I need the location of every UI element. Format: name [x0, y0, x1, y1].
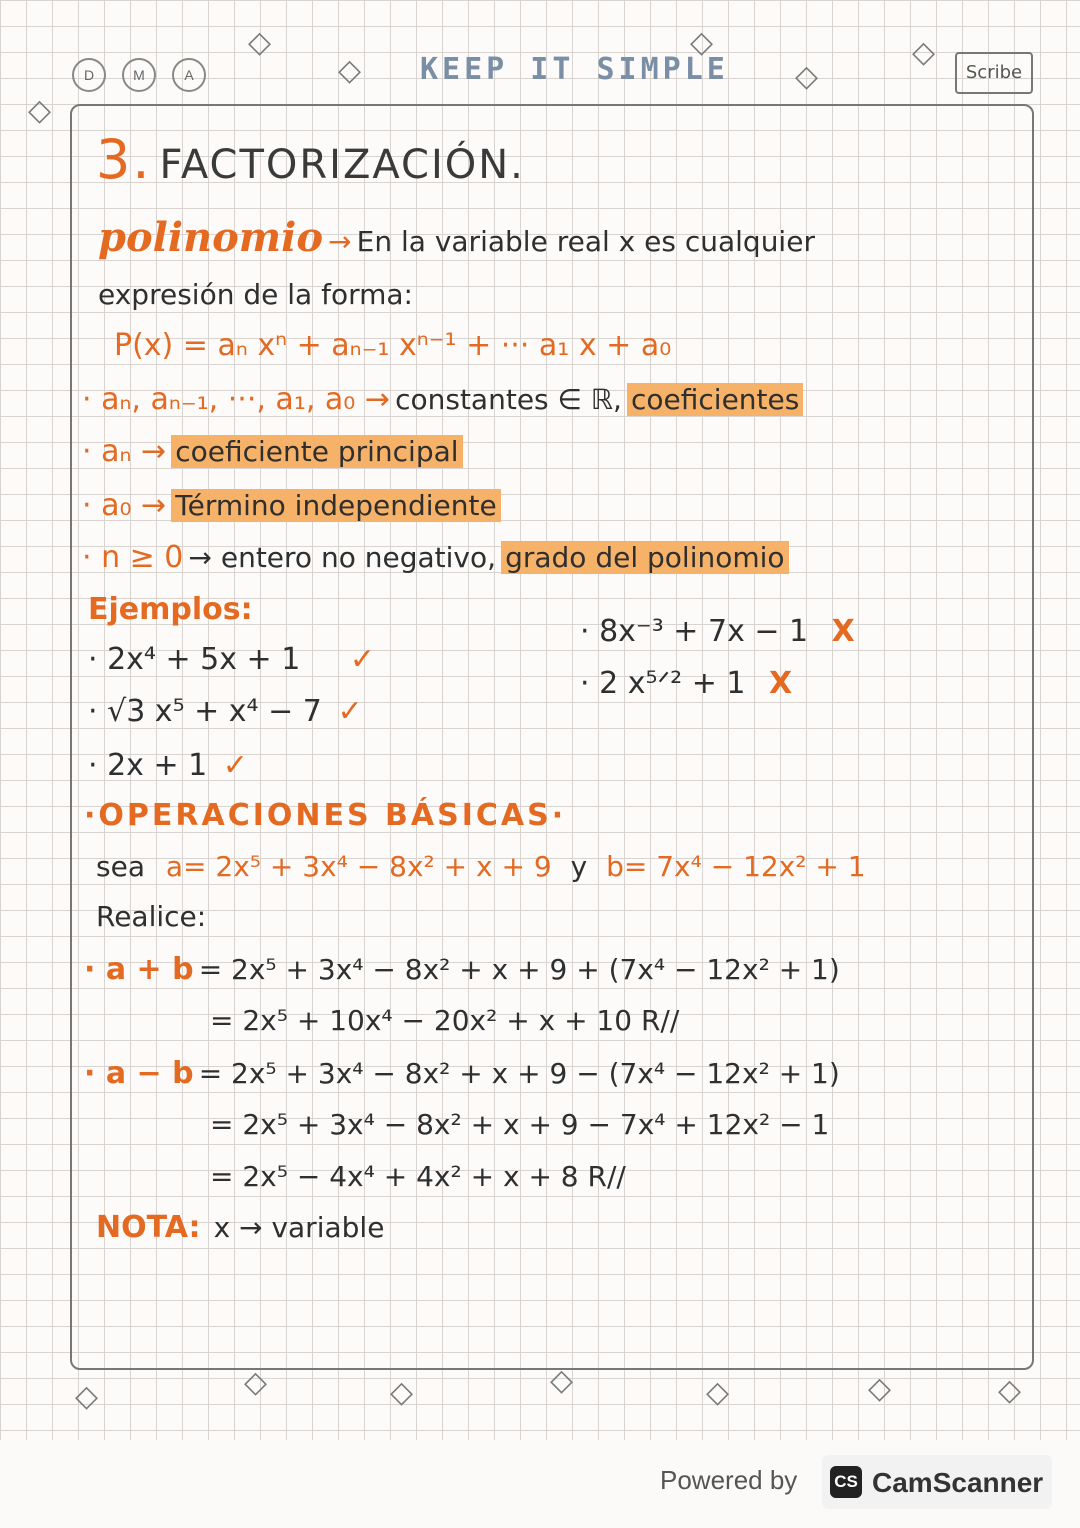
example-valid	[88, 642, 375, 677]
sea-label: sea	[96, 850, 145, 883]
title-text: FACTORIZACIÓN.	[159, 142, 525, 188]
title-number: 3.	[96, 128, 152, 191]
camscanner-logo-icon: CS	[830, 1466, 862, 1498]
diamond-icon: ◇	[998, 1374, 1022, 1407]
diamond-icon: ◇	[390, 1376, 414, 1409]
diamond-icon: ◇	[248, 26, 272, 59]
example-expression: · 2x + 1	[88, 748, 208, 783]
camscanner-label: CamScanner	[872, 1467, 1044, 1498]
bullet-leading-coefficient	[82, 434, 463, 469]
bullet-degree	[82, 540, 789, 575]
example-invalid	[580, 614, 855, 649]
bullet-text: constantes ∈ ℝ,	[395, 383, 622, 416]
definition-line-2: expresión de la forma:	[98, 278, 413, 311]
sum-lead: · a + b	[84, 952, 194, 987]
check-icon: ✓	[349, 642, 375, 677]
diff-lead: · a − b	[84, 1056, 194, 1091]
diff-result: = 2x⁵ − 4x⁴ + 4x² + x + 8 R//	[210, 1160, 626, 1193]
camscanner-badge	[822, 1455, 1052, 1509]
realice-label: Realice:	[96, 900, 207, 933]
diff-expression: = 2x⁵ + 3x⁴ − 8x² + x + 9 − (7x⁴ − 12x² + 1)	[198, 1057, 840, 1090]
bullet-lead: · a₀ →	[82, 488, 167, 523]
bullet-lead: · n ≥ 0	[82, 540, 184, 575]
highlighted-term: grado del polinomio	[501, 541, 788, 574]
check-icon: ✓	[222, 748, 248, 783]
diamond-icon: ◇	[244, 1366, 268, 1399]
brand-logo: Scribe	[955, 52, 1033, 94]
header-circle-a: A	[172, 58, 206, 92]
bullet-coefficients	[82, 382, 803, 417]
sum-result: = 2x⁵ + 10x⁴ − 20x² + x + 10 R//	[210, 1004, 680, 1037]
bullet-independent-term	[82, 488, 501, 523]
header-circle-d: D	[72, 58, 106, 92]
highlighted-term: Término independiente	[171, 489, 500, 522]
definition-text: En la variable real x es cualquier	[356, 225, 815, 258]
example-expression: · 8x⁻³ + 7x − 1	[580, 614, 809, 649]
cross-icon: X	[769, 666, 793, 701]
note-label: NOTA:	[96, 1210, 201, 1245]
example-expression: · 2 x⁵ᐟ² + 1	[580, 666, 746, 701]
polynomial-formula: P(x) = aₙ xⁿ + aₙ₋₁ xⁿ⁻¹ + ··· a₁ x + a₀	[114, 328, 672, 363]
check-icon: ✓	[337, 694, 363, 729]
example-valid	[88, 748, 248, 783]
powered-by-text: Powered by	[660, 1465, 798, 1495]
polynomial-a-expr: a= 2x⁵ + 3x⁴ − 8x² + x + 9	[165, 850, 552, 883]
diff-step-1	[84, 1056, 840, 1091]
highlighted-term: coeficientes	[627, 383, 803, 416]
diamond-icon: ◇	[868, 1372, 892, 1405]
highlighted-term: coeficiente principal	[171, 435, 462, 468]
diamond-icon: ◇	[28, 94, 52, 127]
diamond-icon: ◇	[706, 1376, 730, 1409]
polynomial-a	[166, 850, 552, 883]
diamond-icon: ◇	[75, 1380, 99, 1413]
diamond-icon: ◇	[912, 36, 936, 69]
sum-expression: = 2x⁵ + 3x⁴ − 8x² + x + 9 + (7x⁴ − 12x² + 1)	[198, 953, 840, 986]
page-title	[96, 128, 525, 191]
diamond-icon: ◇	[550, 1364, 574, 1397]
diamond-icon: ◇	[795, 60, 819, 93]
definition-arrow: →	[328, 225, 352, 258]
note-line	[96, 1210, 384, 1245]
bullet-lead: · aₙ, aₙ₋₁, ···, a₁, a₀ →	[82, 382, 390, 417]
header-title: KEEP IT SIMPLE	[420, 52, 729, 87]
sum-step-1	[84, 952, 840, 987]
definition-term: polinomio	[98, 214, 323, 261]
definition-line-1	[98, 214, 815, 261]
bullet-text: → entero no negativo,	[188, 541, 496, 574]
operations-heading: ·OPERACIONES BÁSICAS·	[84, 798, 567, 833]
diff-step-2: = 2x⁵ + 3x⁴ − 8x² + x + 9 − 7x⁴ + 12x² − 1	[210, 1108, 830, 1141]
examples-label: Ejemplos:	[88, 592, 253, 627]
note-text: x → variable	[213, 1211, 385, 1244]
example-invalid	[580, 666, 792, 701]
cross-icon: X	[831, 614, 855, 649]
polynomial-b-expr: b= 7x⁴ − 12x² + 1	[606, 850, 866, 883]
example-expression: · √3 x⁵ + x⁴ − 7	[88, 694, 322, 729]
given-polynomials	[96, 850, 866, 883]
example-valid	[88, 694, 363, 729]
bullet-lead: · aₙ →	[82, 434, 167, 469]
example-expression: · 2x⁴ + 5x + 1	[88, 642, 301, 677]
diamond-icon: ◇	[690, 26, 714, 59]
diamond-icon: ◇	[338, 54, 362, 87]
conjunction: y	[570, 850, 588, 883]
header-circle-m: M	[122, 58, 156, 92]
